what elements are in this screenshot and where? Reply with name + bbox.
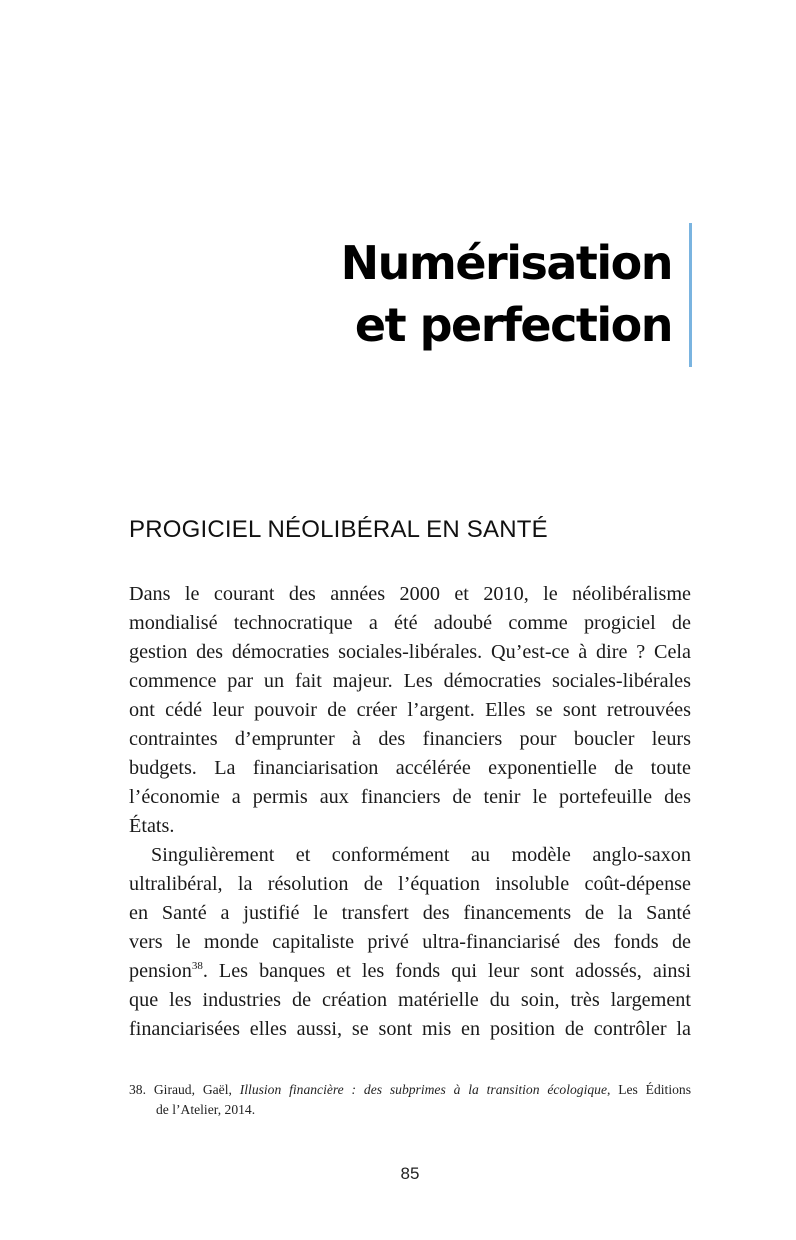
chapter-title-line-2: et perfection [354,298,672,352]
text-line: Dans le courant des années 2000 et 2010, le néolibéralisme [129,583,691,605]
section-heading: PROGICIEL NÉOLIBÉRAL EN SANTÉ [129,516,548,543]
footnote-title: Illusion financière : des subprimes à la transition écologique [239,1082,607,1097]
text-line: Singulièrement et conformément au modèle anglo-saxon [151,844,691,866]
footnote-line: de l’Atelier, 2014. [156,1102,256,1117]
text-fragment: . Les banques et les fonds qui leur sont adossés, ainsi [202,960,691,982]
chapter-accent-bar [689,223,692,367]
body-text [129,580,691,1044]
text-line [129,957,691,986]
footnote-number: 38. [129,1082,146,1097]
footnote [129,1080,691,1120]
text-line: contraintes d’emprunter à des financiers pour boucler leurs [129,728,691,750]
page-number: 85 [400,1164,420,1183]
text-fragment: pension [129,960,192,982]
text-line: ont cédé leur pouvoir de créer l’argent. Elles se sont retrouvées [129,699,691,721]
chapter-title-line-1: Numérisation [340,236,672,290]
text-line: l’économie a permis aux financiers de tenir le portefeuille des [129,786,691,808]
footnote-publisher: , Les Éditions [606,1082,691,1097]
text-line: ultralibéral, la résolution de l’équation insoluble coût-dépense [129,873,691,895]
text-line: commence par un fait majeur. Les démocraties sociales-libérales [129,670,691,692]
text-line: États. [129,815,175,837]
text-line: gestion des démocraties sociales-libérales. Qu’est-ce à dire ? Cela [129,641,691,663]
footnote-author: Giraud, Gaël, [153,1082,232,1097]
footnote-reference[interactable]: 38 [191,960,203,972]
text-line: que les industries de création matérielle du soin, très largement [129,989,691,1011]
text-line: budgets. La financiarisation accélérée exponentielle de toute [129,757,691,779]
footnote-line [129,1080,691,1100]
text-line: financiarisées elles aussi, se sont mis en position de contrôler la [129,1018,691,1040]
text-line: mondialisé technocratique a été adoubé comme progiciel de [129,612,691,634]
chapter-title [341,232,672,356]
text-line: en Santé a justifié le transfert des financements de la Santé [129,902,691,924]
text-line: vers le monde capitaliste privé ultra-financiarisé des fonds de [129,931,691,953]
